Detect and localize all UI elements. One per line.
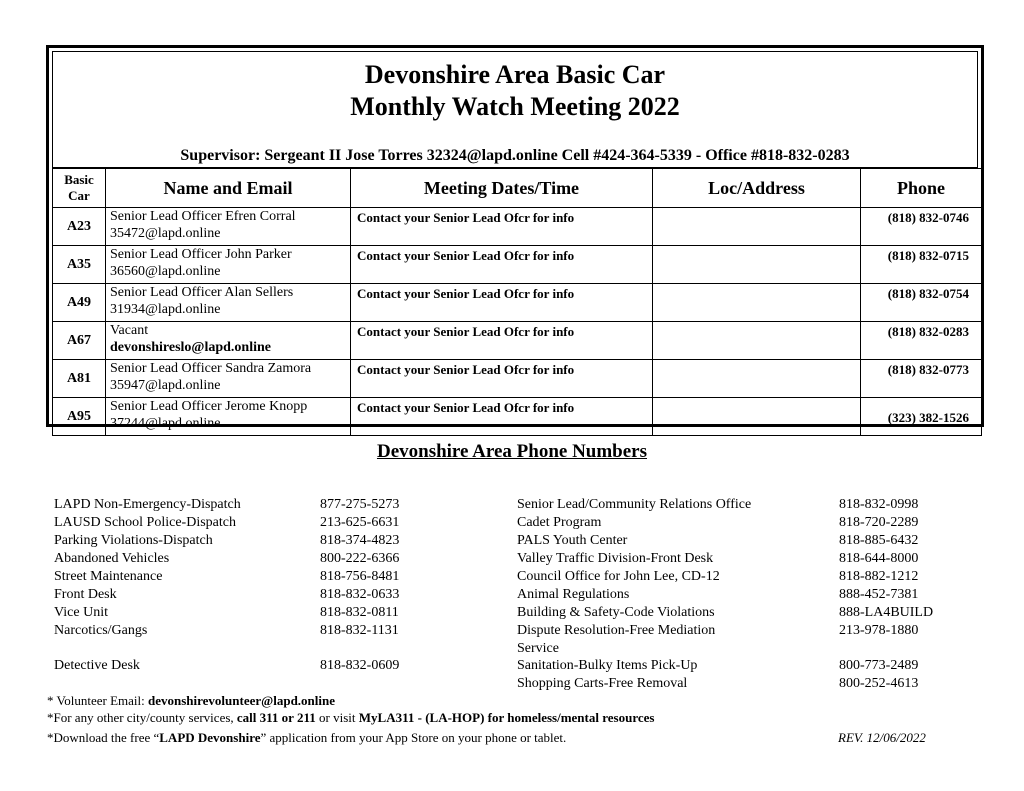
phone-list-number: 800-252-4613	[839, 676, 919, 691]
officer-name: Vacant	[110, 323, 149, 338]
officer-cell	[106, 284, 351, 322]
phone-list-item: Vice Unit	[54, 605, 108, 620]
phone-list-number: 877-275-5273	[320, 497, 400, 512]
loc-address	[653, 208, 861, 246]
table-row	[53, 246, 982, 284]
phone-list-number: 818-720-2289	[839, 515, 919, 530]
phone-list-number: 888-452-7381	[839, 587, 919, 602]
services-note: *For any other city/county services, call 311 or 211 or visit MyLA311 - (LA-HOP) for homeless/mental resources	[47, 710, 655, 725]
phone-list-number: 818-756-8481	[320, 569, 400, 584]
volunteer-email[interactable]: devonshirevolunteer@lapd.online	[147, 693, 335, 708]
car-id: A49	[53, 284, 106, 322]
phone-list-item: Sanitation-Bulky Items Pick-Up	[517, 658, 698, 673]
car-id: A95	[53, 398, 106, 436]
officer-email[interactable]: 35947@lapd.online	[110, 378, 221, 393]
phone-list-item: Animal Regulations	[517, 587, 630, 602]
phone-list-item: Dispute Resolution-Free Mediation	[517, 623, 716, 638]
officer-cell	[106, 398, 351, 436]
phone-list-item: LAUSD School Police-Dispatch	[54, 515, 236, 530]
phone-list-number: 888-LA4BUILD	[839, 605, 934, 620]
phone-list-number: 818-832-1131	[320, 623, 399, 638]
col-header-name: Name and Email	[106, 169, 351, 208]
phone-number: (818) 832-0746	[861, 208, 982, 246]
officer-cell	[106, 322, 351, 360]
officer-name: Senior Lead Officer Alan Sellers	[110, 285, 294, 300]
table-row	[53, 208, 982, 246]
phone-number: (818) 832-0754	[861, 284, 982, 322]
phone-number: (818) 832-0773	[861, 360, 982, 398]
table-header-block	[52, 51, 978, 168]
volunteer-note: * Volunteer Email: devonshirevolunteer@lapd.online	[47, 693, 335, 708]
col-header-basic-car: Basic Car	[53, 169, 106, 208]
supervisor-line: Supervisor: Sergeant II Jose Torres 32324@lapd.online Cell #424-364-5339 - Office #818-832-0283	[180, 147, 850, 164]
table-row	[53, 322, 982, 360]
car-id: A81	[53, 360, 106, 398]
phone-list-item: Street Maintenance	[54, 569, 163, 584]
phone-list-number: 818-832-0811	[320, 605, 399, 620]
phone-list-number: 213-978-1880	[839, 623, 919, 638]
col-header-loc: Loc/Address	[653, 169, 861, 208]
car-id: A67	[53, 322, 106, 360]
officer-cell	[106, 208, 351, 246]
phone-list-number: 800-222-6366	[320, 551, 400, 566]
table-row	[53, 398, 982, 436]
page-subtitle: Monthly Watch Meeting 2022	[350, 92, 680, 121]
phone-list-item: Council Office for John Lee, CD-12	[517, 569, 720, 584]
col-header-phone: Phone	[861, 169, 982, 208]
officer-cell	[106, 360, 351, 398]
meeting-info: Contact your Senior Lead Ofcr for info	[351, 208, 653, 246]
phone-list-number: 818-882-1212	[839, 569, 919, 584]
car-id: A23	[53, 208, 106, 246]
phone-list-item: Front Desk	[54, 587, 117, 602]
page-title: Devonshire Area Basic Car	[364, 60, 666, 89]
officer-email[interactable]: 35472@lapd.online	[110, 226, 221, 241]
officer-email[interactable]: 31934@lapd.online	[110, 302, 221, 317]
myla311-link[interactable]: MyLA311 - (LA-HOP) for homeless/mental resources	[358, 710, 655, 725]
phone-list-item: LAPD Non-Emergency-Dispatch	[54, 497, 241, 512]
loc-address	[653, 360, 861, 398]
meeting-info: Contact your Senior Lead Ofcr for info	[351, 360, 653, 398]
phone-list-item: Senior Lead/Community Relations Office	[517, 497, 752, 512]
phone-list-number: 818-832-0998	[839, 497, 919, 512]
officer-email[interactable]: 36560@lapd.online	[110, 264, 221, 279]
loc-address	[653, 398, 861, 436]
phone-list-item: Cadet Program	[517, 515, 602, 530]
officer-email[interactable]: devonshireslo@lapd.online	[110, 340, 271, 355]
loc-address	[653, 284, 861, 322]
col-header-meeting: Meeting Dates/Time	[351, 169, 653, 208]
meeting-info: Contact your Senior Lead Ofcr for info	[351, 398, 653, 436]
phone-number: (323) 382-1526	[861, 398, 982, 436]
officer-name: Senior Lead Officer Sandra Zamora	[110, 361, 312, 376]
table-row	[53, 360, 982, 398]
officer-cell	[106, 246, 351, 284]
app-name: LAPD Devonshire	[159, 730, 261, 745]
phone-list-item: Narcotics/Gangs	[54, 623, 148, 638]
phone-list-number: 818-885-6432	[839, 533, 919, 548]
download-note: *Download the free “LAPD Devonshire” application from your App Store on your phone or tablet.	[47, 730, 567, 745]
meeting-info: Contact your Senior Lead Ofcr for info	[351, 246, 653, 284]
meeting-info: Contact your Senior Lead Ofcr for info	[351, 284, 653, 322]
table-row	[53, 284, 982, 322]
phone-number: (818) 832-0283	[861, 322, 982, 360]
phone-list-item: Parking Violations-Dispatch	[54, 533, 213, 548]
basic-car-table	[52, 168, 982, 436]
phone-list-item: PALS Youth Center	[517, 533, 628, 548]
phone-list-item: Abandoned Vehicles	[54, 551, 170, 566]
car-id: A35	[53, 246, 106, 284]
phone-list-item: Valley Traffic Division-Front Desk	[517, 551, 714, 566]
phone-list-number: 818-832-0609	[320, 658, 400, 673]
officer-email[interactable]: 37244@lapd.online	[110, 416, 221, 431]
officer-name: Senior Lead Officer Jerome Knopp	[110, 399, 308, 414]
revision-date: REV. 12/06/2022	[838, 730, 926, 745]
loc-address	[653, 246, 861, 284]
phone-list-item: Building & Safety-Code Violations	[517, 605, 715, 620]
phone-list-number: 818-374-4823	[320, 533, 400, 548]
phone-section-title: Devonshire Area Phone Numbers	[376, 441, 648, 462]
phone-list-number: 818-832-0633	[320, 587, 400, 602]
loc-address	[653, 322, 861, 360]
phone-list-number: 213-625-6631	[320, 515, 400, 530]
phone-number: (818) 832-0715	[861, 246, 982, 284]
phone-list-item-continued: Service	[517, 641, 559, 656]
officer-name: Senior Lead Officer John Parker	[110, 247, 292, 262]
meeting-table-frame	[46, 45, 984, 431]
table-header-row	[53, 169, 982, 208]
phone-list-item: Detective Desk	[54, 658, 140, 673]
phone-list-item: Shopping Carts-Free Removal	[517, 676, 688, 691]
phone-list-number: 818-644-8000	[839, 551, 919, 566]
meeting-info: Contact your Senior Lead Ofcr for info	[351, 322, 653, 360]
phone-list-number: 800-773-2489	[839, 658, 919, 673]
officer-name: Senior Lead Officer Efren Corral	[110, 209, 296, 224]
